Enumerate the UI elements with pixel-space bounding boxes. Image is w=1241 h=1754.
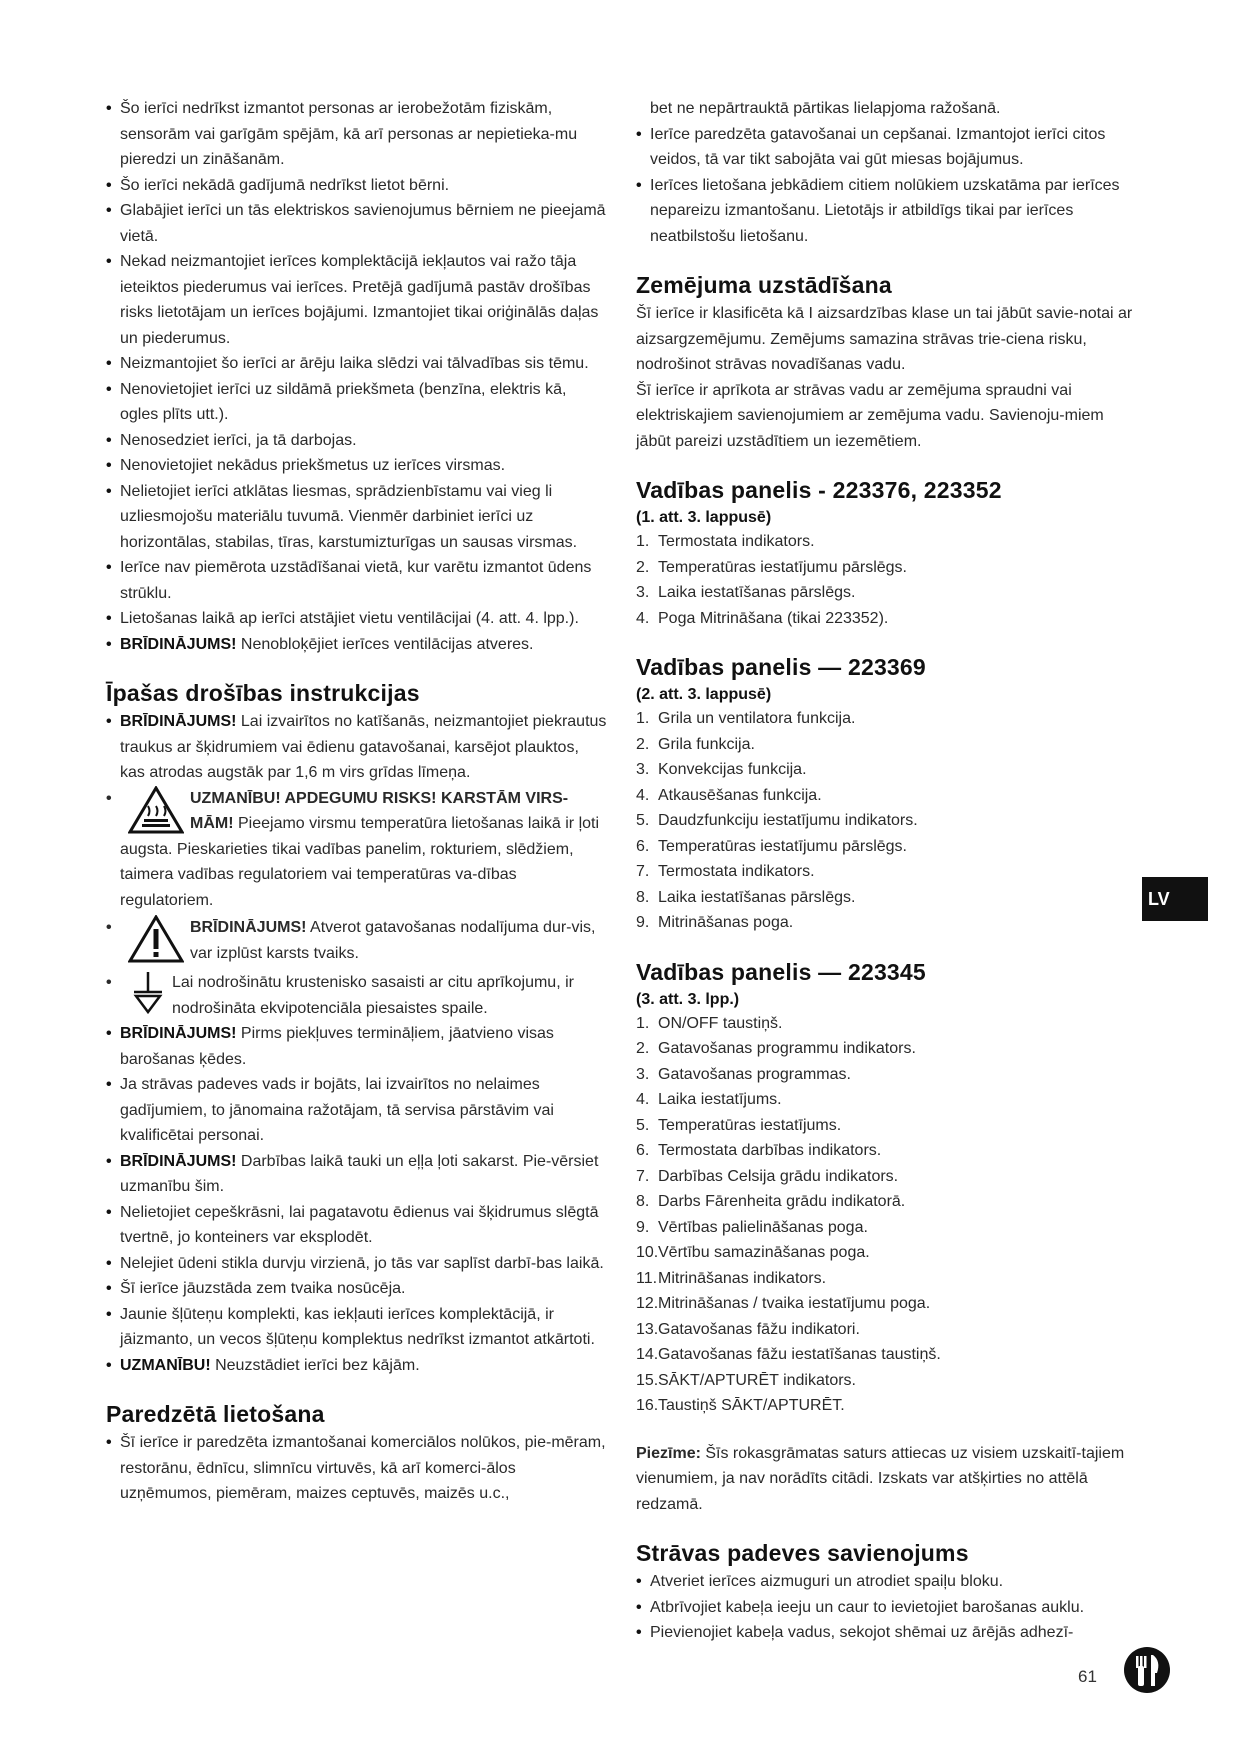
item-number: 14.	[636, 1346, 659, 1363]
list-item	[106, 1276, 608, 1302]
bullet-marker: •	[636, 176, 642, 194]
list-item-text: Lietošanas laikā ap ierīci atstājiet vietu ventilācijai (4. att. 4. lpp.).	[120, 610, 579, 627]
numbered-item-text: Atkausēšanas funkcija.	[658, 786, 822, 804]
item-number: 5.	[636, 1116, 650, 1134]
list-item	[636, 1595, 1134, 1621]
item-number: 3.	[636, 584, 650, 601]
item-number: 7.	[636, 863, 650, 880]
bullet-marker: •	[106, 482, 112, 500]
numbered-item-text: Mitrināšanas indikators.	[658, 1269, 827, 1287]
item-number: 2.	[636, 735, 650, 753]
numbered-item	[636, 1266, 1134, 1292]
bullet-marker: •	[106, 610, 112, 627]
warning-label: BRĪDINĀJUMS!	[120, 1025, 237, 1042]
warning-label: BRĪDINĀJUMS!	[120, 1152, 237, 1170]
list-item-text: Nenosedziet ierīci, ja tā darbojas.	[120, 431, 357, 449]
item-number: 8.	[636, 888, 650, 906]
item-number: 1.	[636, 1014, 650, 1032]
bullet-marker: •	[106, 457, 112, 474]
hot-surface-warning: • UZMANĪBU! APDEGUMU RISKS! KARSTĀM VIRS-MĀM! Pieejamo virsmu temperatūra lietošanas laikā ir ļoti augsta. Pieskarieties tikai vadības panelim, rokturiem, slēdžiem, taimera vadības regulatoriem vai temperatūras va-dības regulatoriem.	[106, 786, 608, 914]
list-item	[106, 1149, 608, 1200]
list-item	[106, 428, 608, 454]
warning-label: BRĪDINĀJUMS!	[120, 635, 237, 653]
control-panel-1-heading: Vadības panelis - 223376, 223352	[636, 477, 1002, 503]
list-item	[106, 1072, 608, 1149]
list-item-text: Atbrīvojiet kabeļa ieeju un caur to ievietojiet barošanas auklu.	[650, 1598, 1085, 1616]
list-item-text: Pirms piekļuves termināļiem, jāatvieno visas barošanas ķēdes.	[120, 1025, 554, 1068]
numbered-item	[636, 1189, 1134, 1215]
list-item-text: Atveriet ierīces aizmuguri un atrodiet spaiļu bloku.	[650, 1573, 1004, 1590]
bullet-marker: •	[636, 1598, 642, 1616]
note-label: Piezīme:	[636, 1444, 701, 1462]
numbered-item-text: ON/OFF taustiņš.	[658, 1014, 783, 1032]
bullet-marker: •	[106, 1280, 112, 1297]
equipotential-note: • Lai nodrošinātu krustenisko sasaisti ar citu aprīkojumu, ir nodrošināta ekvipotenciāla piesaistes spaile.	[106, 970, 608, 1021]
list-item-text: Neizmantojiet šo ierīci ar ārēju laika slēdzi vai tālvadības sis tēmu.	[120, 355, 589, 372]
item-number: 3.	[636, 761, 650, 778]
numbered-item	[636, 1062, 1134, 1088]
numbered-item-text: Temperatūras iestatījums.	[658, 1116, 842, 1134]
intended-use-continuation: bet ne nepārtrauktā pārtikas lielapjoma ražošanā.	[650, 100, 1001, 117]
control-panel-2-heading: Vadības panelis — 223369	[636, 654, 926, 680]
list-item-text: Ja strāvas padeves vads ir bojāts, lai izvairītos no nelaimes gadījumiem, to jānomaina ražotājam, tā servisa pārstāvim vai kvalificētai personai.	[120, 1076, 554, 1144]
list-item-text: Nenovietojiet nekādus priekšmetus uz ierīces virsmas.	[120, 457, 506, 474]
list-item	[106, 453, 608, 479]
bullet-marker: •	[106, 202, 112, 219]
numbered-item	[636, 1164, 1134, 1190]
numbered-item	[636, 757, 1134, 783]
list-item-text: Jaunie šļūteņu komplekti, kas iekļauti ierīces komplektācijā, ir jāizmanto, un vecos šļūteņu komplektus nedrīkst izmantot atkārtoti.	[120, 1305, 595, 1348]
list-item	[636, 1620, 1134, 1646]
numbered-item-text: Mitrināšanas poga.	[658, 914, 794, 931]
item-number: 15.	[636, 1371, 659, 1389]
list-item-text: Ierīce nav piemērota uzstādīšanai vietā, kur varētu izmantot ūdens strūklu.	[120, 559, 592, 602]
right-column	[636, 96, 1134, 1646]
list-item-text: Nenovietojiet ierīci uz sildāmā priekšmeta (benzīna, elektris kā, ogles plīts utt.).	[120, 380, 567, 423]
list-item-text: Nelietojiet ierīci atklātas liesmas, sprādzienbīstamu vai vieg li uzliesmojošu materiālu tuvumā. Vienmēr darbiniet ierīci uz horizontālas, stabilas, tīras, karstumizturīgas un sausas virsmas.	[120, 482, 578, 551]
left-column	[106, 96, 608, 1507]
warning-label: UZMANĪBU! APDEGUMU RISKS! KARSTĀM VIRS-MĀM!	[190, 789, 569, 832]
numbered-item	[636, 1138, 1134, 1164]
list-item	[106, 173, 608, 199]
additional-safety-list	[106, 1021, 608, 1378]
numbered-item	[636, 885, 1134, 911]
list-item-text: Nelejiet ūdeni stikla durvju virzienā, jo tās var saplīst darbī-bas laikā.	[120, 1254, 604, 1272]
vent-warning: • BRĪDINĀJUMS! Nenobloķējiet ierīces ventilācijas atveres.	[106, 635, 534, 653]
list-item-text: Lai izvairītos no katīšanās, neizmantojiet piekrautus traukus ar šķidrumiem vai ēdienu gatavošanai, karsējot plauktos, kas atrodas augstāk par 1,6 m virs grīdas līmeņa.	[120, 713, 607, 781]
numbered-item	[636, 706, 1134, 732]
numbered-item-text: Termostata indikators.	[658, 863, 815, 880]
bullet-marker: •	[106, 253, 112, 270]
numbered-item	[636, 834, 1134, 860]
grounding-paragraph: Šī ierīce ir klasificēta kā I aizsardzības klase un tai jābūt savie-notai ar aizsargzemējumu. Zemējums samazina strāvas trie-ciena risku, nodrošinot strāvas novadīšanas vadu.	[636, 305, 1133, 373]
numbered-item-text: Darbs Fārenheita grādu indikatorā.	[658, 1193, 906, 1210]
numbered-item-text: Poga Mitrināšana (tikai 223352).	[658, 609, 889, 627]
numbered-item-text: Laika iestatījums.	[658, 1091, 782, 1108]
list-item-text: Neuzstādiet ierīci bez kājām.	[210, 1356, 420, 1374]
numbered-item	[636, 555, 1134, 581]
numbered-item-text: Darbības Celsija grādu indikators.	[658, 1167, 899, 1185]
note-paragraph: Piezīme: Šīs rokasgrāmatas saturs attiecas uz visiem uzskaitī-tajiem vienumiem, ja nav norādīts citādi. Izskats var atšķirties no attēlā redzamā.	[636, 1444, 1125, 1513]
control-panel-2-ref: (2. att. 3. lappusē)	[636, 686, 772, 703]
power-connection-heading: Strāvas padeves savienojums	[636, 1540, 969, 1566]
numbered-item	[636, 783, 1134, 809]
safety-list	[106, 96, 608, 632]
list-item-text: Ierīce paredzēta gatavošanai un cepšanai. Izmantojot ierīci citos veidos, tā var tikt sabojāta vai gūt miesas bojājumus.	[650, 125, 1106, 168]
special-safety-heading: Īpašas drošības instrukcijas	[106, 680, 420, 706]
item-number: 10.	[636, 1244, 659, 1261]
numbered-item-text: Gatavošanas programmas.	[658, 1065, 851, 1083]
warning-label: BRĪDINĀJUMS!	[120, 713, 237, 730]
numbered-item	[636, 1368, 1134, 1394]
item-number: 2.	[636, 558, 650, 576]
intended-use-item: • Šī ierīce ir paredzēta izmantošanai komerciālos nolūkos, pie-mēram, restorānu, ēdnīcu, slimnīcu virtuvēs, kā arī komerci-ālos uzņēmumos, piemēram, maizes ceptuvēs, maizēs u.c.,	[106, 1434, 606, 1502]
list-item	[636, 1569, 1134, 1595]
numbered-item	[636, 910, 1134, 936]
item-number: 6.	[636, 1142, 650, 1159]
list-item-text: Darbības laikā tauki un eļļa ļoti sakarst. Pie-vērsiet uzmanību šim.	[120, 1152, 599, 1195]
bullet-marker: •	[636, 1624, 642, 1641]
numbered-item-text: Taustiņš SĀKT/APTURĒT.	[658, 1397, 845, 1414]
list-item-text: Nekad neizmantojiet ierīces komplektācijā iekļautos vai ražo tāja ieteiktos piederumus vai ierīces. Pretējā gadījumā pastāv drošības risks lietotājam un ierīces bojājumi. Izmantojiet tikai oriģinālās daļas un piederumus.	[120, 253, 599, 347]
list-item	[106, 351, 608, 377]
numbered-item-text: Termostata indikators.	[658, 533, 815, 550]
numbered-item-text: Gatavošanas programmu indikators.	[658, 1040, 916, 1057]
list-item	[106, 377, 608, 428]
numbered-item	[636, 808, 1134, 834]
numbered-item	[636, 1317, 1134, 1343]
numbered-item	[636, 1215, 1134, 1241]
item-number: 7.	[636, 1167, 650, 1185]
numbered-item-text: SĀKT/APTURĒT indikators.	[658, 1371, 856, 1389]
bullet-marker: •	[106, 100, 112, 117]
bullet-marker: •	[106, 355, 112, 372]
list-item	[106, 1353, 608, 1379]
numbered-item-text: Laika iestatīšanas pārslēgs.	[658, 888, 856, 906]
numbered-item-text: Mitrināšanas / tvaika iestatījumu poga.	[658, 1295, 931, 1312]
control-panel-3-list	[636, 1011, 1134, 1419]
numbered-item-text: Grila un ventilatora funkcija.	[658, 710, 856, 727]
bullet-marker: •	[106, 1305, 112, 1323]
numbered-item	[636, 1011, 1134, 1037]
numbered-item-text: Temperatūras iestatījumu pārslēgs.	[658, 558, 907, 576]
language-tab: LV	[1142, 877, 1208, 921]
control-panel-3-ref: (3. att. 3. lpp.)	[636, 990, 740, 1008]
numbered-item-text: Vērtības palielināšanas poga.	[658, 1218, 868, 1236]
list-item	[106, 479, 608, 556]
list-item	[106, 198, 608, 249]
list-item-text: Ierīces lietošana jebkādiem citiem nolūkiem uzskatāma par ierīces nepareizu izmantošanu. Lietotājs ir atbildīgs tikai par ierīces neatbilstošu lietošanu.	[650, 176, 1120, 245]
item-number: 2.	[636, 1040, 650, 1057]
steam-warning: • BRĪDINĀJUMS! Atverot gatavošanas nodalījuma dur-vis, var izplūst karsts tvaiks.	[106, 915, 608, 966]
grounding-paragraph: Šī ierīce ir aprīkota ar strāvas vadu ar zemējuma spraudni vai elektriskajiem savienojumiem ar zemējuma vadu. Savienoju-miem jābūt pareizi uzstādītiem un iezemētiem.	[636, 381, 1104, 450]
item-number: 4.	[636, 786, 650, 804]
list-item-text: Šī ierīce jāuzstāda zem tvaika nosūcēja.	[120, 1280, 406, 1297]
item-number: 4.	[636, 609, 650, 627]
power-connection-list	[636, 1569, 1134, 1646]
item-number: 11.	[636, 1269, 658, 1287]
item-number: 1.	[636, 533, 650, 550]
bullet-marker: •	[106, 1254, 112, 1272]
numbered-item	[636, 1393, 1134, 1419]
intended-use-heading: Paredzētā lietošana	[106, 1401, 325, 1427]
item-number: 16.	[636, 1397, 659, 1414]
exclamation-warning-icon	[128, 915, 184, 963]
bullet-marker: •	[106, 559, 112, 576]
item-number: 9.	[636, 914, 650, 931]
control-panel-1-ref: (1. att. 3. lappusē)	[636, 509, 772, 526]
numbered-item	[636, 1036, 1134, 1062]
control-panel-2-list	[636, 706, 1134, 936]
bullet-marker: •	[636, 125, 642, 143]
intended-use-list	[636, 122, 1134, 250]
list-item	[106, 249, 608, 351]
warning-label: UZMANĪBU!	[120, 1356, 211, 1374]
numbered-item	[636, 732, 1134, 758]
list-item-text: Šo ierīci nedrīkst izmantot personas ar ierobežotām fiziskām, sensorām vai garīgām spējām, kā arī personas ar nepietieka-mu pieredzi un zināšanām.	[120, 100, 578, 168]
control-panel-3-heading: Vadības panelis — 223345	[636, 958, 926, 985]
item-number: 9.	[636, 1218, 650, 1236]
numbered-item-text: Gatavošanas fāžu iestatīšanas taustiņš.	[658, 1346, 941, 1363]
numbered-item-text: Daudzfunkciju iestatījumu indikators.	[658, 812, 918, 829]
item-number: 5.	[636, 812, 650, 829]
item-number: 8.	[636, 1193, 650, 1210]
page-number: 61	[1078, 1667, 1097, 1686]
item-number: 3.	[636, 1065, 650, 1083]
numbered-item	[636, 580, 1134, 606]
control-panel-1-list	[636, 529, 1134, 631]
bullet-marker: •	[106, 176, 112, 194]
bullet-marker: •	[106, 1203, 112, 1221]
cutlery-logo-icon	[1123, 1646, 1171, 1694]
bullet-marker: •	[106, 431, 112, 449]
numbered-item-text: Konvekcijas funkcija.	[658, 761, 807, 778]
grounding-heading: Zemējuma uzstādīšana	[636, 272, 892, 298]
list-item-text: Pievienojiet kabeļa vadus, sekojot shēmai uz ārējās adhezī-	[650, 1624, 1074, 1641]
list-item	[106, 1251, 608, 1277]
list-item	[636, 173, 1134, 250]
numbered-item	[636, 606, 1134, 632]
bullet-marker: •	[106, 380, 112, 398]
numbered-item	[636, 1087, 1134, 1113]
bullet-marker: •	[106, 1025, 112, 1042]
item-number: 1.	[636, 710, 650, 727]
numbered-item-text: Grila funkcija.	[658, 735, 755, 753]
list-item	[106, 1021, 608, 1072]
list-item	[106, 555, 608, 606]
numbered-item	[636, 1240, 1134, 1266]
list-item	[636, 122, 1134, 173]
warning-label: BRĪDINĀJUMS!	[190, 919, 307, 936]
bullet-marker: •	[106, 1152, 112, 1170]
list-item	[106, 1302, 608, 1353]
hot-surface-warning-icon	[128, 786, 184, 834]
numbered-item-text: Gatavošanas fāžu indikatori.	[658, 1320, 860, 1338]
numbered-item-text: Temperatūras iestatījumu pārslēgs.	[658, 837, 907, 855]
item-number: 6.	[636, 837, 650, 855]
numbered-item-text: Vērtību samazināšanas poga.	[658, 1244, 870, 1261]
numbered-item-text: Termostata darbības indikators.	[658, 1142, 882, 1159]
special-safety-list	[106, 709, 608, 786]
bullet-marker: •	[106, 1356, 112, 1374]
list-item-text: Glabājiet ierīci un tās elektriskos savienojumus bērniem ne pieejamā vietā.	[120, 202, 606, 245]
item-number: 4.	[636, 1091, 650, 1108]
equipotential-icon	[128, 970, 168, 1016]
list-item	[106, 96, 608, 173]
bullet-marker: •	[106, 713, 112, 730]
numbered-item	[636, 1342, 1134, 1368]
list-item-text: Nelietojiet cepeškrāsni, lai pagatavotu ēdienus vai šķidrumus slēgtā tvertnē, jo konteiners var eksplodēt.	[120, 1203, 599, 1246]
numbered-item	[636, 1113, 1134, 1139]
item-number: 12.	[636, 1295, 659, 1312]
item-number: 13.	[636, 1320, 659, 1338]
numbered-item	[636, 859, 1134, 885]
list-item-text: Šo ierīci nekādā gadījumā nedrīkst lietot bērni.	[120, 176, 450, 194]
numbered-item-text: Laika iestatīšanas pārslēgs.	[658, 584, 856, 601]
list-item	[106, 709, 608, 786]
numbered-item	[636, 1291, 1134, 1317]
bullet-marker: •	[636, 1573, 642, 1590]
list-item	[106, 606, 608, 632]
numbered-item	[636, 529, 1134, 555]
bullet-marker: •	[106, 1076, 112, 1093]
list-item	[106, 1200, 608, 1251]
